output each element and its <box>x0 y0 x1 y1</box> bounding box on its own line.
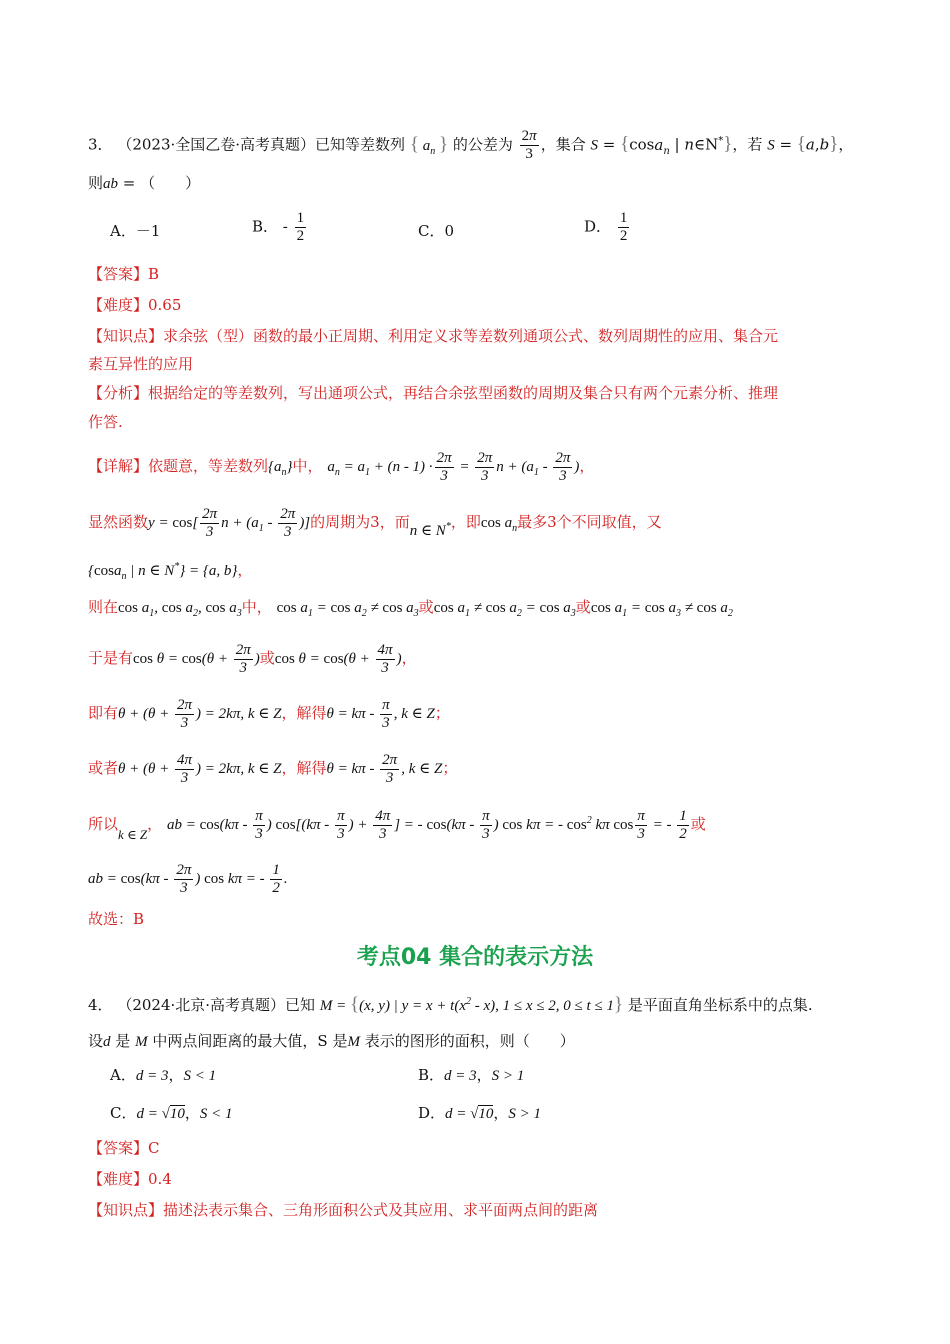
q3-knowledge-line2: 素互异性的应用 <box>88 355 194 373</box>
q4-answer: 【答案】C <box>88 1139 160 1157</box>
q3-option-d[interactable]: D． $\frac{1}{2}$ <box>584 210 628 244</box>
q3-detail-line7: 或者θ + (θ + $\frac{4\pi}{3}$ ) = 2kπ, k ∈ Z，解得θ = kπ - $\frac{2\pi}{3}$ , k ∈ Z； <box>88 752 458 786</box>
q3-difficulty: 【难度】0.65 <box>88 296 182 314</box>
q3-detail-line3: {cosa$_n$ | n ∈ N*} = {a, b}， <box>88 561 253 582</box>
q3-detail-line2: 显然函数y = cos[ $\frac{2\pi}{3}$ $n + (a_1$ - $\frac{2\pi}{3}$ )]的周期为3，而n ∈ N*，即$\cos a_n$最多3个不同取值，又 <box>88 506 662 540</box>
q4-knowledge: 【知识点】描述法表示集合、三角形面积公式及其应用、求平面两点间的距离 <box>88 1201 599 1219</box>
q3-number: 3． <box>88 135 113 154</box>
q4-option-c[interactable]: C．d = √10，S < 1 <box>110 1104 233 1122</box>
q3-option-b[interactable]: B． - $\frac{1}{2}$ <box>252 210 305 244</box>
q3-detail-line4: 则在$\cos a_1$, $\cos a_2$, $\cos a_3$中， $\cos a_1 = \cos a_2 \ne \cos a_3$或$\cos a_1 \ne \cos a_2 = \cos a_3$或$\cos a_1 = \cos a_3 \ne \cos a_2$ <box>88 598 733 619</box>
q3-stem-line2: 则ab = （ ） <box>88 174 201 192</box>
q3-detail-line1: 【详解】依题意，等差数列$\{a_n\}$中， $a_n = a_1 + (n - 1)$ · $\frac{2\pi}{3}$ = $\frac{2\pi}{3}$ $n + (a_1$ - $\frac{2\pi}{3}$ )， <box>88 450 595 484</box>
q3-answer: 【答案】B <box>88 265 160 283</box>
q3-analysis-line2: 作答. <box>88 413 123 431</box>
q3-conclusion: 故选：B <box>88 910 145 928</box>
q4-option-d[interactable]: D．d = √10，S > 1 <box>418 1104 542 1122</box>
q4-number: 4． <box>88 996 113 1014</box>
q3-option-a[interactable]: A．－1 <box>110 222 161 240</box>
section-title: 考点04 集合的表示方法 <box>356 945 594 970</box>
q4-difficulty: 【难度】0.4 <box>88 1170 172 1188</box>
q3-analysis-line1: 【分析】根据给定的等差数列，写出通项公式，再结合余弦型函数的周期及集合只有两个元素分析、推理 <box>88 384 779 402</box>
q4-stem-line2: 设d 是 M 中两点间距离的最大值，S 是M 表示的图形的面积，则（ ） <box>88 1032 575 1050</box>
q3-detail-line6: 即有θ + (θ + $\frac{2\pi}{3}$ ) = 2kπ, k ∈ Z，解得θ = kπ - $\frac{\pi}{3}$ , k ∈ Z； <box>88 697 450 731</box>
q4-option-a[interactable]: A．d = 3，S < 1 <box>110 1066 217 1084</box>
q3-stem-line1: 3． （2023·全国乙卷·高考真题）已知等差数列 { $a_n$ } 的公差为 $\frac{2\pi}{3}$ ，集合 S = {cosa$_n$ | n∈N*}，若 S = {a,b}， <box>88 128 854 162</box>
q4-source: （2024·北京·高考真题） <box>117 996 286 1014</box>
q3-knowledge-line1: 【知识点】求余弦（型）函数的最小正周期、利用定义求等差数列通项公式、数列周期性的应用、集合元 <box>88 327 779 345</box>
q3-detail-line8: 所以k ∈ Z， ab = cos(kπ - $\frac{\pi}{3}$ ) cos[(kπ - $\frac{\pi}{3}$ ) + $\frac{4\pi}{3}$ ] = - cos(kπ - $\frac{\pi}{3}$ ) cos kπ = - $\cos^2 k\pi$ cos $\frac{\pi}{3}$ = - $\frac{1}{2}$ 或 <box>88 808 706 842</box>
q4-stem-line1: 4． （2024·北京·高考真题）已知 M = {(x, y) | $y = x + t(x^2 - x)$, 1 ≤ x ≤ 2, 0 ≤ t ≤ 1} 是平面直角坐标系中的点集. <box>88 994 813 1015</box>
q3-text: 已知等差数列 <box>315 135 406 154</box>
q3-detail-line9: ab = cos(kπ - $\frac{2\pi}{3}$ ) cos kπ = - $\frac{1}{2}$ . <box>88 862 288 896</box>
q3-detail-line5: 于是有cos θ = cos(θ + $\frac{2\pi}{3}$ )或cos θ = cos(θ + $\frac{4\pi}{3}$ )， <box>88 642 417 676</box>
fraction-2pi-3: $\frac{2\pi}{3}$ <box>521 128 537 162</box>
q3-option-c[interactable]: C．0 <box>418 222 455 240</box>
q4-option-b[interactable]: B．d = 3，S > 1 <box>418 1066 525 1084</box>
q3-source: （2023·全国乙卷·高考真题） <box>117 135 316 154</box>
